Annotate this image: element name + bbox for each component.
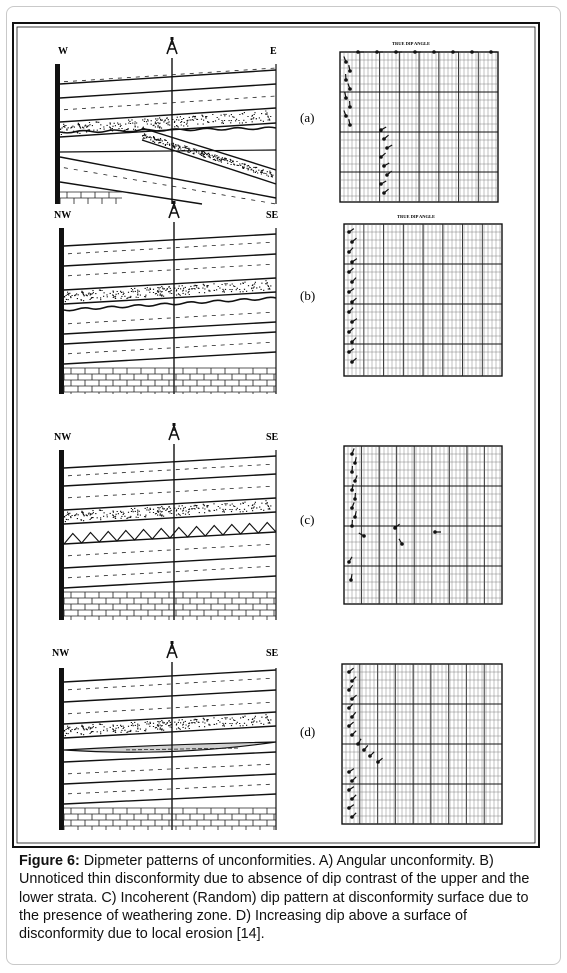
dip-tadpole bbox=[362, 748, 366, 752]
log-frame bbox=[344, 446, 502, 604]
dip-tails bbox=[349, 448, 441, 580]
erosion-channel bbox=[64, 742, 276, 752]
dip-tadpole bbox=[349, 578, 353, 582]
dip-tadpole bbox=[350, 679, 354, 683]
shale-pattern bbox=[68, 264, 270, 275]
section-left-edge bbox=[59, 668, 64, 830]
panel-label: (a) bbox=[300, 110, 315, 125]
dip-tadpole bbox=[376, 760, 380, 764]
bed-boundary bbox=[64, 254, 276, 266]
dip-tadpole bbox=[350, 815, 354, 819]
section-left-edge bbox=[59, 228, 64, 394]
dip-tadpole bbox=[353, 497, 357, 501]
left-direction-label: NW bbox=[54, 432, 72, 443]
dip-tadpole bbox=[375, 50, 379, 54]
drill-rig-icon bbox=[169, 423, 179, 440]
dip-tadpole bbox=[347, 250, 351, 254]
dip-tadpole bbox=[350, 733, 354, 737]
drill-rig-icon bbox=[167, 37, 177, 54]
right-direction-label: SE bbox=[266, 210, 279, 221]
sandstone-pattern bbox=[142, 134, 274, 177]
bed-boundary bbox=[64, 794, 276, 804]
right-direction-label: SE bbox=[266, 648, 279, 659]
limestone-pattern bbox=[64, 368, 276, 394]
shale-pattern bbox=[68, 342, 270, 353]
unconformity-surface bbox=[64, 297, 276, 310]
shale-pattern bbox=[68, 702, 270, 713]
dip-tadpole bbox=[347, 270, 351, 274]
bed-boundary bbox=[64, 234, 276, 246]
panel-d bbox=[52, 641, 502, 830]
shale-pattern bbox=[64, 68, 275, 82]
dip-tadpole bbox=[356, 50, 360, 54]
right-direction-label: SE bbox=[266, 432, 279, 443]
dip-tadpole bbox=[350, 506, 354, 510]
dip-tadpole bbox=[347, 310, 351, 314]
dip-tadpole bbox=[385, 173, 389, 177]
log-depth-line bbox=[344, 486, 502, 566]
log-header: TRUE DIP ANGLE bbox=[397, 214, 436, 219]
caption-label: Figure 6: bbox=[19, 853, 80, 869]
bed-boundary bbox=[142, 140, 276, 184]
dipmeter-log bbox=[342, 664, 502, 824]
dip-tadpole bbox=[348, 123, 352, 127]
dip-tadpole bbox=[379, 182, 383, 186]
panel-b bbox=[54, 201, 502, 394]
cross-section bbox=[59, 201, 276, 394]
dip-tadpole bbox=[347, 230, 351, 234]
dip-tadpole bbox=[393, 526, 397, 530]
panel-label: (c) bbox=[300, 512, 315, 527]
limestone-pattern bbox=[64, 592, 276, 620]
figure-caption bbox=[19, 852, 551, 943]
bed-boundary bbox=[64, 332, 276, 344]
dip-tadpole bbox=[347, 806, 351, 810]
bed-boundary bbox=[64, 556, 276, 568]
bed-boundary bbox=[60, 150, 276, 152]
left-direction-label: NW bbox=[52, 648, 70, 659]
dip-tadpole bbox=[353, 515, 357, 519]
dip-tadpole bbox=[379, 155, 383, 159]
caption-text: Dipmeter patterns of unconformities. A) Angular unconformity. B) Unnoticed thin disconformity due to absence of dip contrast of the upper and the lower strata. C) Incoherent (Random) dip pattern at disconformity surface due to the presence of weathering zone. D) Increasing dip above a surface of disconformity due to local erosion [14]. bbox=[19, 853, 530, 943]
bed-boundary bbox=[64, 576, 276, 588]
dipmeter-log bbox=[344, 224, 502, 376]
dip-tadpole bbox=[353, 479, 357, 483]
dip-tadpole bbox=[348, 105, 352, 109]
dip-tadpole bbox=[382, 137, 386, 141]
dip-tadpole bbox=[347, 724, 351, 728]
left-direction-label: W bbox=[58, 46, 68, 57]
dipmeter-figure bbox=[12, 22, 540, 848]
section-left-edge bbox=[59, 450, 64, 620]
dip-tadpole bbox=[385, 146, 389, 150]
dip-tadpole bbox=[347, 670, 351, 674]
dip-tadpole bbox=[489, 50, 493, 54]
unconformity-surface bbox=[60, 127, 276, 133]
cross-section bbox=[55, 37, 276, 204]
dip-tadpole bbox=[348, 87, 352, 91]
shale-pattern bbox=[64, 96, 275, 110]
dip-tadpole bbox=[432, 50, 436, 54]
dip-tadpole bbox=[470, 50, 474, 54]
dip-tadpole bbox=[350, 470, 354, 474]
dip-tadpole bbox=[347, 706, 351, 710]
dip-tadpole bbox=[394, 50, 398, 54]
dip-tadpole bbox=[347, 770, 351, 774]
panel-c bbox=[54, 423, 502, 620]
dip-tadpole bbox=[350, 488, 354, 492]
dipmeter-log bbox=[344, 446, 502, 604]
shale-pattern bbox=[68, 566, 270, 577]
left-direction-label: NW bbox=[54, 210, 72, 221]
dip-tadpole bbox=[347, 350, 351, 354]
drill-rig-icon bbox=[169, 201, 179, 218]
dip-tadpole bbox=[347, 290, 351, 294]
limestone-pattern bbox=[64, 808, 276, 830]
panel-label: (d) bbox=[300, 724, 316, 739]
dip-tadpole bbox=[350, 715, 354, 719]
log-grid-major bbox=[360, 52, 479, 202]
dip-tadpole bbox=[350, 300, 354, 304]
dip-tadpole bbox=[382, 191, 386, 195]
dip-tadpole bbox=[347, 330, 351, 334]
log-grid-major bbox=[364, 224, 483, 376]
drill-rig-icon bbox=[167, 641, 177, 658]
shale-pattern bbox=[68, 312, 270, 323]
dip-tadpole bbox=[350, 320, 354, 324]
log-header: TRUE DIP ANGLE bbox=[392, 41, 431, 46]
dip-tadpole bbox=[348, 69, 352, 73]
dip-tadpole bbox=[344, 60, 348, 64]
section-left-edge bbox=[55, 64, 60, 204]
dipmeter-log bbox=[340, 50, 498, 202]
dip-tadpole bbox=[382, 164, 386, 168]
right-direction-label: E bbox=[270, 46, 277, 57]
shale-pattern bbox=[68, 486, 270, 497]
dip-tadpole bbox=[350, 779, 354, 783]
cross-section bbox=[59, 423, 276, 620]
dip-tadpole bbox=[344, 78, 348, 82]
bed-boundary bbox=[64, 752, 276, 762]
dip-tadpole bbox=[344, 114, 348, 118]
dip-tadpole bbox=[350, 280, 354, 284]
bed-boundary bbox=[64, 474, 276, 486]
dip-tadpole bbox=[433, 530, 437, 534]
dip-tadpole bbox=[347, 788, 351, 792]
dip-tadpole bbox=[350, 260, 354, 264]
dip-tadpole bbox=[347, 560, 351, 564]
shale-pattern bbox=[68, 764, 270, 774]
dip-tadpole bbox=[350, 340, 354, 344]
bed-boundary bbox=[64, 352, 276, 364]
dip-tadpole bbox=[353, 461, 357, 465]
bed-boundary bbox=[64, 690, 276, 702]
shale-pattern bbox=[68, 784, 270, 794]
limestone-pattern bbox=[60, 192, 122, 204]
panel-a bbox=[55, 37, 498, 204]
panel-label: (b) bbox=[300, 288, 316, 303]
dip-tadpole bbox=[350, 697, 354, 701]
dip-tadpole bbox=[350, 797, 354, 801]
dip-tadpole bbox=[368, 754, 372, 758]
dip-tadpole bbox=[347, 688, 351, 692]
dip-tadpole bbox=[379, 128, 383, 132]
shale-pattern bbox=[68, 544, 270, 555]
dip-tadpole bbox=[350, 524, 354, 528]
bed-boundary bbox=[64, 670, 276, 682]
dip-tadpole bbox=[400, 542, 404, 546]
dip-tadpole bbox=[451, 50, 455, 54]
dip-tadpole bbox=[350, 452, 354, 456]
dip-tadpole bbox=[344, 96, 348, 100]
log-grid-minor bbox=[344, 446, 502, 604]
bed-boundary bbox=[64, 774, 276, 784]
dip-tadpole bbox=[356, 742, 360, 746]
dip-tadpole bbox=[362, 534, 366, 538]
cross-section bbox=[59, 641, 276, 830]
dip-tadpole bbox=[350, 360, 354, 364]
bed-boundary bbox=[60, 84, 276, 98]
bed-boundary bbox=[64, 322, 276, 334]
bed-boundary bbox=[60, 70, 276, 84]
bed-boundary bbox=[64, 456, 276, 468]
dip-tadpole bbox=[413, 50, 417, 54]
bed-boundary bbox=[142, 128, 276, 170]
dip-tadpole bbox=[350, 240, 354, 244]
